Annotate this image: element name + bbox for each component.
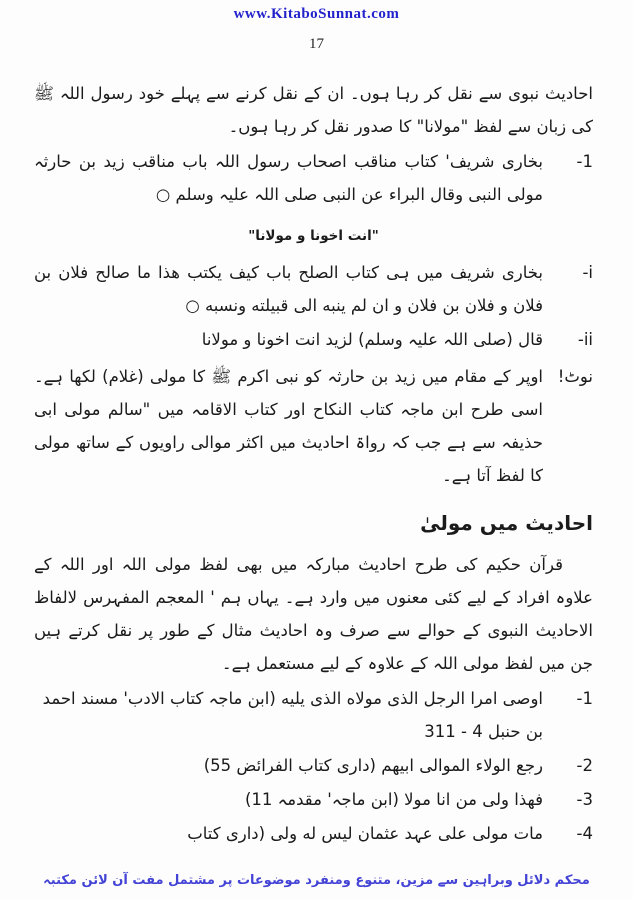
item-text: مات مولی علی عہد عثمان لیس له ولی (داری کتاب <box>187 824 543 843</box>
item-marker: 4- <box>576 824 593 843</box>
quote-heading: "انت اخونا و مولانا" <box>248 228 379 244</box>
site-url-link[interactable]: www.KitaboSunnat.com <box>233 6 400 22</box>
mawla-intro-paragraph: قرآن حکیم کی طرح احادیث مبارکہ میں بھی لفظ مولی اللہ اور اللہ کے علاوہ افراد کے لیے کئی معنوں میں وارد ہے۔ یہاں ہم ' المعجم المفہرس لالفاظ الاحادیث النبوی کے حوالے سے صرف وہ احادیث مثال کے طور پر نقل کرتے ہیں جن میں لفظ مولی اللہ کے علاوہ کے لیے مستعمل ہے۔ <box>34 555 593 673</box>
item-marker: 2- <box>576 756 593 775</box>
page-body <box>0 53 633 850</box>
references-list <box>34 682 593 850</box>
hadith-list-item-i <box>34 256 593 322</box>
item-marker: i- <box>582 263 593 282</box>
item-marker: ii- <box>577 330 593 349</box>
footer-tagline: محکم دلائل وبراہین سے مزین، متنوع ومنفرد موضوعات پر مشتمل مفت آن لائن مکتبہ <box>43 873 590 888</box>
item-marker: 3- <box>576 790 593 809</box>
item-marker: 1- <box>576 689 593 708</box>
reference-item-1 <box>34 682 593 748</box>
item-text: اوصی امرا الرجل الذی مولاه الذی یلیه (ابن ماجہ کتاب الادب' مسند احمد بن حنبل 4 - 311 <box>42 689 543 741</box>
item-text: رجع الولاء الموالی ابیهم (داری کتاب الفرائض 55) <box>203 756 543 775</box>
item-text: بخاری شریف' کتاب مناقب اصحاب رسول اللہ باب مناقب زید بن حارثہ مولی النبی وقال البراء عن النبی صلی اللہ علیہ وسلم ○ <box>34 152 543 204</box>
note-block <box>34 360 593 492</box>
item-marker: 1- <box>576 152 593 171</box>
reference-item-3 <box>34 783 593 816</box>
note-text: اوپر کے مقام میں زید بن حارثہ کو نبی اکرم ﷺ کا مولی (غلام) لکھا ہے۔ اسی طرح ابن ماجہ کتاب النکاح اور کتاب الاقامہ میں "سالم مولی ابی حذیفہ سے ہے جب کہ رواۃ احادیث میں اکثر موالی راویوں کے ساتھ مولی کا لفظ آتا ہے۔ <box>34 367 543 485</box>
hadith-list-item-1 <box>34 145 593 211</box>
reference-item-4 <box>34 817 593 850</box>
intro-paragraph: احادیث نبوی سے نقل کر رہا ہوں۔ ان کے نقل کرنے سے پہلے خود رسول اللہ ﷺ کی زبان سے لفظ "مولانا" کا صدور نقل کر رہا ہوں۔ <box>34 84 593 136</box>
hadith-list-item-ii <box>34 323 593 356</box>
item-text: فهذا ولی من انا مولا (ابن ماجہ' مقدمہ 11) <box>244 790 543 809</box>
reference-item-2 <box>34 749 593 782</box>
item-text: قال (صلی اللہ علیہ وسلم) لزید انت اخونا و مولانا <box>201 330 543 349</box>
item-text: بخاری شریف میں ہی کتاب الصلح باب کیف یکتب هذا ما صالح فلان بن فلان و فلان بن فلان و ان لم ینبه الی قبیلته ونسبه ○ <box>34 263 543 315</box>
note-marker: نوٹ! <box>557 367 593 386</box>
section-heading: احادیث میں مولیٰ <box>420 511 593 535</box>
page-number: 17 <box>309 36 324 52</box>
